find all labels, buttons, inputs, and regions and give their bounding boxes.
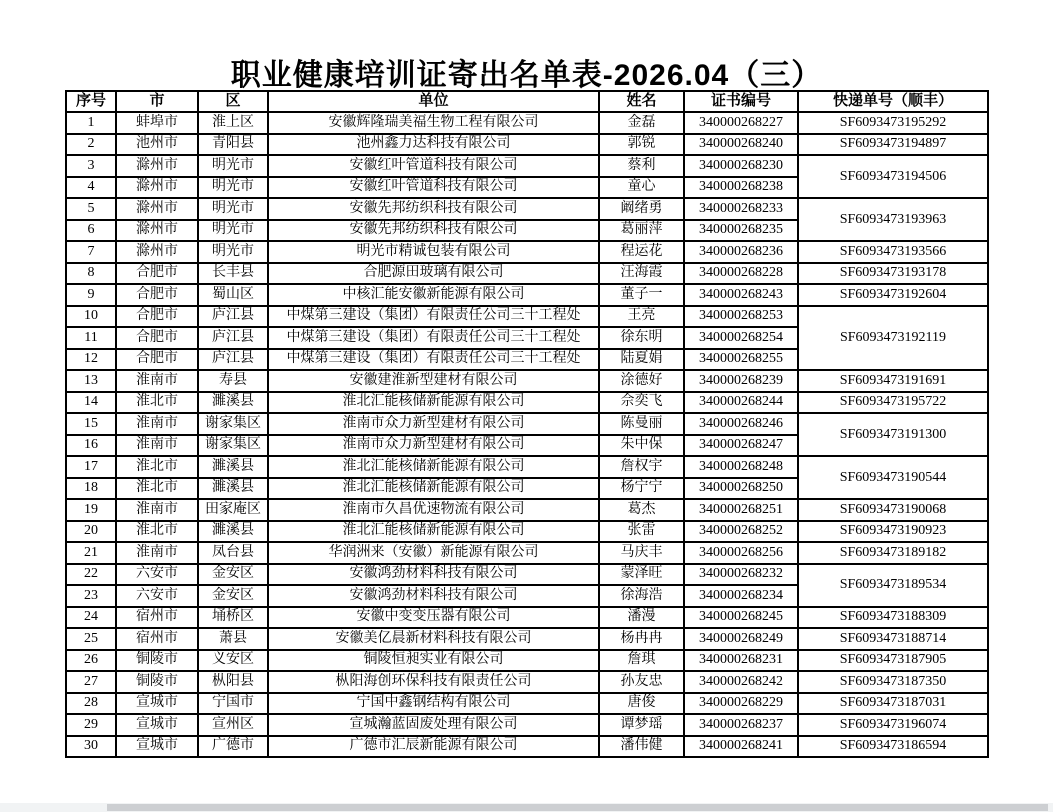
cell-tracking: SF6093473193566: [798, 241, 988, 263]
cell-name: 徐东明: [599, 327, 684, 349]
cell-no: 15: [66, 413, 116, 435]
table-row: [66, 607, 988, 629]
cell-city: 淮南市: [116, 499, 198, 521]
cell-tracking: SF6093473187905: [798, 650, 988, 672]
cell-no: 23: [66, 585, 116, 607]
cell-city: 铜陵市: [116, 650, 198, 672]
cell-district: 庐江县: [198, 327, 268, 349]
cell-name: 谭梦瑶: [599, 714, 684, 736]
cell-district: 宣州区: [198, 714, 268, 736]
cell-district: 凤台县: [198, 542, 268, 564]
cell-company: 安徽美亿晨新材料科技有限公司: [268, 628, 599, 650]
cell-no: 21: [66, 542, 116, 564]
cell-cert: 340000268245: [684, 607, 798, 629]
cell-no: 1: [66, 112, 116, 134]
cell-tracking: SF6093473196074: [798, 714, 988, 736]
cell-no: 19: [66, 499, 116, 521]
cell-company: 淮南市众力新型建材有限公司: [268, 413, 599, 435]
cell-cert: 340000268247: [684, 435, 798, 457]
cell-tracking: SF6093473192604: [798, 284, 988, 306]
header-cert: 证书编号: [684, 91, 798, 112]
cell-company: 安徽鸿劲材料科技有限公司: [268, 585, 599, 607]
cell-name: 詹权宇: [599, 456, 684, 478]
cell-cert: 340000268231: [684, 650, 798, 672]
table-row: [66, 628, 988, 650]
cell-cert: 340000268234: [684, 585, 798, 607]
cell-district: 广德市: [198, 736, 268, 758]
cell-cert: 340000268232: [684, 564, 798, 586]
table-row: [66, 413, 988, 435]
cell-tracking: SF6093473190923: [798, 521, 988, 543]
cell-city: 滁州市: [116, 155, 198, 177]
table-row: [66, 564, 988, 586]
header-name: 姓名: [599, 91, 684, 112]
cell-name: 涂德好: [599, 370, 684, 392]
table-row: [66, 198, 988, 220]
cell-no: 24: [66, 607, 116, 629]
cell-cert: 340000268233: [684, 198, 798, 220]
header-tracking: 快递单号（顺丰）: [798, 91, 988, 112]
header-district: 区: [198, 91, 268, 112]
table-row: [66, 521, 988, 543]
header-no: 序号: [66, 91, 116, 112]
cell-no: 4: [66, 177, 116, 199]
cell-no: 25: [66, 628, 116, 650]
cell-name: 詹琪: [599, 650, 684, 672]
cell-tracking: SF6093473187031: [798, 693, 988, 715]
cell-district: 长丰县: [198, 263, 268, 285]
cell-city: 滁州市: [116, 177, 198, 199]
cell-company: 铜陵恒昶实业有限公司: [268, 650, 599, 672]
table-row: [66, 693, 988, 715]
cell-tracking: SF6093473189182: [798, 542, 988, 564]
cell-company: 淮南市众力新型建材有限公司: [268, 435, 599, 457]
table-row: [66, 542, 988, 564]
table-row: [66, 736, 988, 758]
cell-city: 宣城市: [116, 736, 198, 758]
cell-no: 6: [66, 220, 116, 242]
cell-tracking: SF6093473194506: [798, 155, 988, 198]
cell-name: 杨宁宁: [599, 478, 684, 500]
cell-tracking: SF6093473188309: [798, 607, 988, 629]
cell-no: 3: [66, 155, 116, 177]
cell-city: 淮南市: [116, 435, 198, 457]
cell-district: 明光市: [198, 198, 268, 220]
cell-city: 滁州市: [116, 220, 198, 242]
header-city: 市: [116, 91, 198, 112]
cell-name: 张雷: [599, 521, 684, 543]
cell-city: 六安市: [116, 585, 198, 607]
roster-table: [65, 90, 989, 758]
cell-cert: 340000268238: [684, 177, 798, 199]
cell-city: 淮南市: [116, 370, 198, 392]
cell-tracking: SF6093473189534: [798, 564, 988, 607]
cell-district: 青阳县: [198, 134, 268, 156]
cell-cert: 340000268250: [684, 478, 798, 500]
cell-cert: 340000268241: [684, 736, 798, 758]
cell-name: 童心: [599, 177, 684, 199]
cell-city: 合肥市: [116, 306, 198, 328]
cell-district: 蜀山区: [198, 284, 268, 306]
cell-company: 安徽鸿劲材料科技有限公司: [268, 564, 599, 586]
cell-company: 广德市汇辰新能源有限公司: [268, 736, 599, 758]
cell-cert: 340000268249: [684, 628, 798, 650]
cell-cert: 340000268255: [684, 349, 798, 371]
cell-cert: 340000268243: [684, 284, 798, 306]
cell-name: 汪海霞: [599, 263, 684, 285]
cell-city: 淮南市: [116, 413, 198, 435]
cell-name: 唐俊: [599, 693, 684, 715]
cell-cert: 340000268228: [684, 263, 798, 285]
cell-district: 淮上区: [198, 112, 268, 134]
cell-no: 7: [66, 241, 116, 263]
cell-name: 葛杰: [599, 499, 684, 521]
cell-city: 合肥市: [116, 284, 198, 306]
page-title: 职业健康培训证寄出名单表-2026.04（三）: [230, 59, 823, 92]
cell-no: 14: [66, 392, 116, 414]
cell-city: 合肥市: [116, 349, 198, 371]
cell-district: 濉溪县: [198, 456, 268, 478]
cell-company: 安徽红叶管道科技有限公司: [268, 177, 599, 199]
cell-district: 庐江县: [198, 306, 268, 328]
cell-city: 六安市: [116, 564, 198, 586]
cell-cert: 340000268235: [684, 220, 798, 242]
cell-cert: 340000268252: [684, 521, 798, 543]
table-row: [66, 263, 988, 285]
cell-cert: 340000268246: [684, 413, 798, 435]
cell-company: 安徽先邦纺织科技有限公司: [268, 198, 599, 220]
cell-company: 安徽红叶管道科技有限公司: [268, 155, 599, 177]
table-row: [66, 650, 988, 672]
table-row: [66, 392, 988, 414]
cell-name: 蒙泽旺: [599, 564, 684, 586]
table-row: [66, 284, 988, 306]
cell-city: 淮北市: [116, 456, 198, 478]
cell-district: 濉溪县: [198, 521, 268, 543]
cell-cert: 340000268248: [684, 456, 798, 478]
cell-company: 中煤第三建设（集团）有限责任公司三十工程处: [268, 327, 599, 349]
cell-name: 程运花: [599, 241, 684, 263]
cell-name: 金磊: [599, 112, 684, 134]
cell-name: 潘伟健: [599, 736, 684, 758]
cell-name: 阚绪勇: [599, 198, 684, 220]
cell-company: 淮北汇能核储新能源有限公司: [268, 521, 599, 543]
cell-tracking: SF6093473191300: [798, 413, 988, 456]
cell-company: 中煤第三建设（集团）有限责任公司三十工程处: [268, 349, 599, 371]
cell-district: 义安区: [198, 650, 268, 672]
cell-tracking: SF6093473190068: [798, 499, 988, 521]
cell-district: 濉溪县: [198, 478, 268, 500]
cell-name: 郭锐: [599, 134, 684, 156]
cell-tracking: SF6093473186594: [798, 736, 988, 758]
cell-name: 徐海浩: [599, 585, 684, 607]
cell-tracking: SF6093473193178: [798, 263, 988, 285]
cell-company: 安徽中变变压器有限公司: [268, 607, 599, 629]
cell-cert: 340000268244: [684, 392, 798, 414]
cell-no: 27: [66, 671, 116, 693]
horizontal-scrollbar-thumb[interactable]: [107, 804, 1048, 811]
cell-tracking: SF6093473187350: [798, 671, 988, 693]
cell-name: 陆夏娟: [599, 349, 684, 371]
cell-company: 安徽辉隆瑞美福生物工程有限公司: [268, 112, 599, 134]
cell-city: 合肥市: [116, 327, 198, 349]
cell-no: 2: [66, 134, 116, 156]
cell-company: 枞阳海创环保科技有限责任公司: [268, 671, 599, 693]
cell-city: 淮南市: [116, 542, 198, 564]
cell-company: 淮北汇能核储新能源有限公司: [268, 392, 599, 414]
table-row: [66, 714, 988, 736]
cell-company: 宁国中鑫钢结构有限公司: [268, 693, 599, 715]
cell-city: 滁州市: [116, 198, 198, 220]
cell-name: 陈曼丽: [599, 413, 684, 435]
cell-district: 宁国市: [198, 693, 268, 715]
cell-no: 18: [66, 478, 116, 500]
cell-no: 5: [66, 198, 116, 220]
cell-cert: 340000268229: [684, 693, 798, 715]
cell-company: 安徽建淮新型建材有限公司: [268, 370, 599, 392]
cell-no: 8: [66, 263, 116, 285]
cell-no: 30: [66, 736, 116, 758]
cell-company: 宣城瀚蓝固废处理有限公司: [268, 714, 599, 736]
cell-district: 谢家集区: [198, 435, 268, 457]
cell-name: 蔡利: [599, 155, 684, 177]
cell-no: 29: [66, 714, 116, 736]
cell-name: 董子一: [599, 284, 684, 306]
table-row: [66, 241, 988, 263]
cell-name: 杨冉冉: [599, 628, 684, 650]
cell-tracking: SF6093473195722: [798, 392, 988, 414]
cell-district: 金安区: [198, 564, 268, 586]
cell-name: 孙友忠: [599, 671, 684, 693]
cell-no: 20: [66, 521, 116, 543]
cell-tracking: SF6093473191691: [798, 370, 988, 392]
cell-name: 朱中保: [599, 435, 684, 457]
cell-no: 26: [66, 650, 116, 672]
table-row: [66, 306, 988, 328]
cell-tracking: SF6093473188714: [798, 628, 988, 650]
cell-name: 马庆丰: [599, 542, 684, 564]
cell-cert: 340000268256: [684, 542, 798, 564]
table-row: [66, 112, 988, 134]
cell-cert: 340000268240: [684, 134, 798, 156]
cell-district: 濉溪县: [198, 392, 268, 414]
cell-district: 明光市: [198, 241, 268, 263]
cell-no: 28: [66, 693, 116, 715]
cell-cert: 340000268251: [684, 499, 798, 521]
cell-district: 萧县: [198, 628, 268, 650]
cell-no: 16: [66, 435, 116, 457]
cell-district: 明光市: [198, 177, 268, 199]
cell-district: 寿县: [198, 370, 268, 392]
cell-district: 金安区: [198, 585, 268, 607]
cell-district: 明光市: [198, 155, 268, 177]
cell-no: 11: [66, 327, 116, 349]
cell-tracking: SF6093473192119: [798, 306, 988, 371]
cell-cert: 340000268254: [684, 327, 798, 349]
cell-tracking: SF6093473194897: [798, 134, 988, 156]
table-row: [66, 134, 988, 156]
cell-city: 铜陵市: [116, 671, 198, 693]
cell-company: 中煤第三建设（集团）有限责任公司三十工程处: [268, 306, 599, 328]
cell-city: 宿州市: [116, 607, 198, 629]
cell-cert: 340000268242: [684, 671, 798, 693]
cell-city: 淮北市: [116, 478, 198, 500]
table-row: [66, 499, 988, 521]
cell-no: 22: [66, 564, 116, 586]
cell-company: 池州鑫力达科技有限公司: [268, 134, 599, 156]
cell-city: 合肥市: [116, 263, 198, 285]
cell-company: 淮北汇能核储新能源有限公司: [268, 456, 599, 478]
header-company: 单位: [268, 91, 599, 112]
table-row: [66, 671, 988, 693]
cell-name: 佘奕飞: [599, 392, 684, 414]
table-row: [66, 456, 988, 478]
cell-name: 潘漫: [599, 607, 684, 629]
cell-cert: 340000268237: [684, 714, 798, 736]
cell-district: 明光市: [198, 220, 268, 242]
cell-city: 蚌埠市: [116, 112, 198, 134]
cell-company: 中核汇能安徽新能源有限公司: [268, 284, 599, 306]
table-row: [66, 370, 988, 392]
cell-city: 滁州市: [116, 241, 198, 263]
cell-tracking: SF6093473195292: [798, 112, 988, 134]
cell-company: 合肥源田玻璃有限公司: [268, 263, 599, 285]
cell-company: 淮北汇能核储新能源有限公司: [268, 478, 599, 500]
cell-company: 淮南市久昌优速物流有限公司: [268, 499, 599, 521]
cell-city: 淮北市: [116, 392, 198, 414]
cell-city: 池州市: [116, 134, 198, 156]
cell-district: 枞阳县: [198, 671, 268, 693]
cell-no: 17: [66, 456, 116, 478]
cell-no: 12: [66, 349, 116, 371]
cell-tracking: SF6093473193963: [798, 198, 988, 241]
cell-city: 宣城市: [116, 714, 198, 736]
cell-cert: 340000268227: [684, 112, 798, 134]
cell-district: 埇桥区: [198, 607, 268, 629]
cell-district: 庐江县: [198, 349, 268, 371]
cell-city: 淮北市: [116, 521, 198, 543]
cell-company: 华润洲来（安徽）新能源有限公司: [268, 542, 599, 564]
cell-city: 宿州市: [116, 628, 198, 650]
cell-cert: 340000268236: [684, 241, 798, 263]
cell-district: 田家庵区: [198, 499, 268, 521]
cell-name: 葛丽萍: [599, 220, 684, 242]
cell-cert: 340000268239: [684, 370, 798, 392]
cell-company: 安徽先邦纺织科技有限公司: [268, 220, 599, 242]
cell-company: 明光市精诚包装有限公司: [268, 241, 599, 263]
horizontal-scrollbar[interactable]: [0, 803, 1053, 812]
cell-name: 王亮: [599, 306, 684, 328]
cell-city: 宣城市: [116, 693, 198, 715]
cell-cert: 340000268253: [684, 306, 798, 328]
cell-district: 谢家集区: [198, 413, 268, 435]
cell-no: 13: [66, 370, 116, 392]
header-row: [66, 91, 988, 112]
cell-tracking: SF6093473190544: [798, 456, 988, 499]
cell-no: 9: [66, 284, 116, 306]
table-row: [66, 155, 988, 177]
cell-cert: 340000268230: [684, 155, 798, 177]
cell-no: 10: [66, 306, 116, 328]
